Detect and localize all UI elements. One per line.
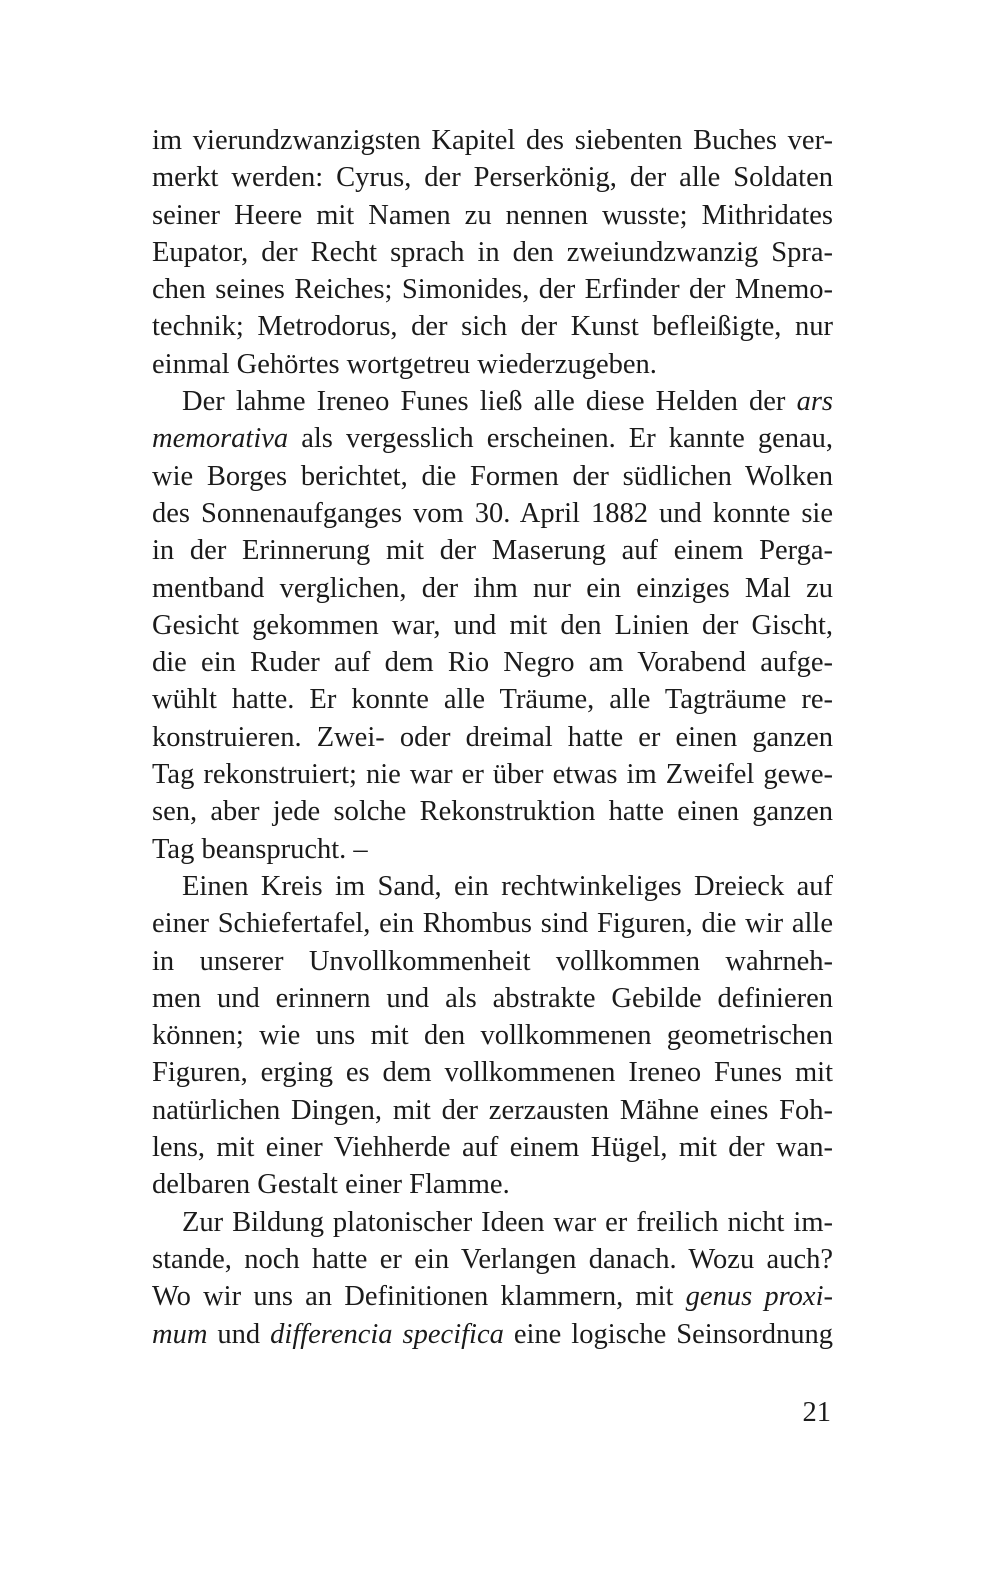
page-number: 21: [802, 1397, 831, 1428]
text-line: [152, 159, 833, 196]
italic-text: ars: [796, 386, 833, 418]
text-line: [152, 1054, 833, 1091]
text-segment: wühlt hatte. Er konnte alle Träume, alle Tagträume re-: [152, 684, 833, 716]
text-line: [152, 346, 833, 383]
text-segment: konstruieren. Zwei- oder dreimal hatte er einen ganzen: [152, 721, 833, 753]
text-segment: chen seines Reiches; Simonides, der Erfinder der Mnemo-: [152, 274, 833, 306]
text-segment: mentband verglichen, der ihm nur ein einziges Mal zu: [152, 572, 833, 604]
text-line: [152, 420, 833, 457]
text-segment: Wo wir uns an Definitionen klammern, mit: [152, 1281, 686, 1313]
text-line: [152, 383, 833, 420]
text-segment: delbaren Gestalt einer Flamme.: [152, 1169, 510, 1201]
text-segment: sen, aber jede solche Rekonstruktion hatte einen ganzen: [152, 796, 833, 828]
text-line: [152, 980, 833, 1017]
text-line: [152, 1278, 833, 1315]
text-line: [152, 122, 833, 159]
text-segment: Figuren, erging es dem vollkommenen Ireneo Funes mit: [152, 1057, 833, 1089]
text-line: [152, 831, 833, 868]
text-line: [152, 495, 833, 532]
body-text: [152, 122, 833, 1353]
text-line: [152, 644, 833, 681]
paragraph: [152, 383, 833, 868]
text-line: [152, 1241, 833, 1278]
text-segment: Zur Bildung platonischer Ideen war er freilich nicht im-: [182, 1206, 833, 1238]
text-line: [152, 943, 833, 980]
text-line: [152, 719, 833, 756]
text-line: [152, 868, 833, 905]
text-line: [152, 1092, 833, 1129]
text-line: [152, 271, 833, 308]
text-segment: in unserer Unvollkommenheit vollkommen wahrneh-: [152, 945, 833, 977]
text-line: [152, 532, 833, 569]
text-segment: können; wie uns mit den vollkommenen geometrischen: [152, 1020, 833, 1052]
text-segment: technik; Metrodorus, der sich der Kunst befleißigte, nur: [152, 311, 833, 343]
text-line: [152, 905, 833, 942]
text-line: [152, 570, 833, 607]
text-segment: seiner Heere mit Namen zu nennen wusste; Mithridates: [152, 199, 833, 231]
text-line: [152, 1166, 833, 1203]
text-segment: Einen Kreis im Sand, ein rechtwinkeliges Dreieck auf: [182, 870, 833, 902]
italic-text: differencia specifica: [270, 1318, 504, 1350]
text-line: [152, 1316, 833, 1353]
text-segment: stande, noch hatte er ein Verlangen danach. Wozu auch?: [152, 1243, 833, 1275]
paragraph: [152, 122, 833, 383]
text-segment: Gesicht gekommen war, und mit den Linien der Gischt,: [152, 609, 833, 641]
text-line: [152, 234, 833, 271]
text-line: [152, 1129, 833, 1166]
text-line: [152, 308, 833, 345]
text-line: [152, 756, 833, 793]
italic-text: memorativa: [152, 423, 289, 455]
text-segment: einer Schiefertafel, ein Rhombus sind Figuren, die wir alle: [152, 908, 833, 940]
paragraph: [152, 868, 833, 1204]
text-segment: wie Borges berichtet, die Formen der südlichen Wolken: [152, 460, 833, 492]
text-line: [152, 1017, 833, 1054]
text-line: [152, 607, 833, 644]
text-segment: lens, mit einer Viehherde auf einem Hügel, mit der wan-: [152, 1132, 833, 1164]
text-segment: merkt werden: Cyrus, der Perserkönig, der alle Soldaten: [152, 162, 833, 194]
paragraph: [152, 1204, 833, 1353]
text-line: [152, 458, 833, 495]
text-segment: und: [207, 1318, 271, 1350]
text-line: [152, 681, 833, 718]
italic-text: mum: [152, 1318, 208, 1350]
text-line: [152, 197, 833, 234]
text-line: [152, 793, 833, 830]
text-segment: natürlichen Dingen, mit der zerzausten Mähne eines Foh-: [152, 1094, 833, 1126]
text-segment: des Sonnenaufganges vom 30. April 1882 und konnte sie: [152, 497, 833, 529]
text-segment: eine logische Seinsordnung: [503, 1318, 833, 1350]
text-segment: Der lahme Ireneo Funes ließ alle diese Helden der: [182, 386, 797, 418]
text-line: [152, 1204, 833, 1241]
text-segment: men und erinnern und als abstrakte Gebilde definieren: [152, 982, 833, 1014]
text-segment: Tag rekonstruiert; nie war er über etwas im Zweifel gewe-: [152, 759, 833, 791]
text-segment: in der Erinnerung mit der Maserung auf einem Perga-: [152, 535, 833, 567]
text-segment: Tag beansprucht. –: [152, 833, 368, 865]
text-segment: Eupator, der Recht sprach in den zweiundzwanzig Spra-: [152, 236, 833, 268]
text-segment: einmal Gehörtes wortgetreu wiederzugeben.: [152, 348, 657, 380]
text-segment: die ein Ruder auf dem Rio Negro am Vorabend aufge-: [152, 647, 833, 679]
text-segment: im vierundzwanzigsten Kapitel des siebenten Buches ver-: [152, 125, 833, 156]
italic-text: genus proxi-: [685, 1281, 833, 1313]
text-segment: als vergesslich erscheinen. Er kannte genau,: [288, 423, 833, 455]
